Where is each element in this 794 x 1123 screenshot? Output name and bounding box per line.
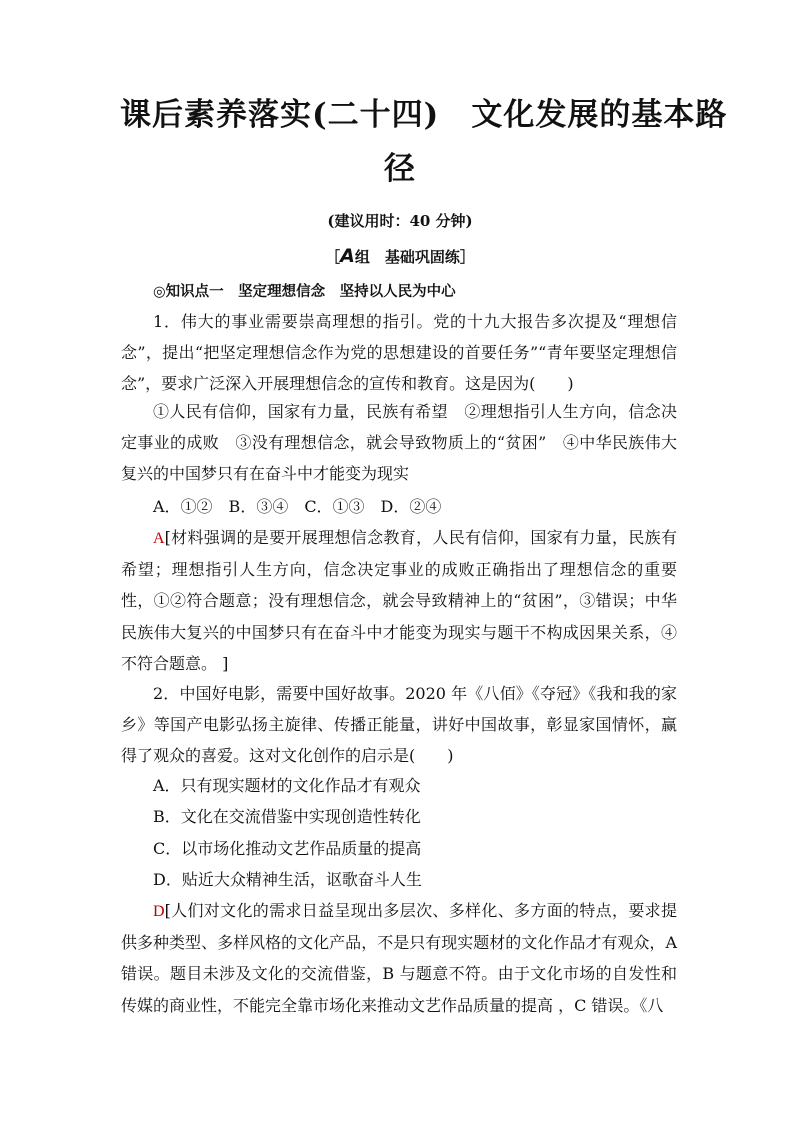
question-1-explanation <box>121 522 677 679</box>
question-2-option-a: A．只有现实题材的文化作品才有观众 <box>153 776 421 795</box>
question-2-option-c: C．以市场化推动文艺作品质量的提高 <box>153 839 422 858</box>
group-heading <box>120 245 680 267</box>
group-open-bracket: ［ <box>325 248 341 266</box>
group-label: 组 基础巩固练 <box>354 248 460 266</box>
question-2-explanation-text: [人们对文化的需求日益呈现出多层次、多样化、多方面的特点，要求提供多种类型、多样风格的文化产品，不是只有现实题材的文化作品才有观众，A 错误。题目未涉及文化的交流借鉴，B 与题意不符。由于文化市场的自发性和传媒的商业性，不能完全靠市场化来推动文艺作品质量的提高 ，C 错误。《八 <box>121 901 677 1015</box>
question-1-options: A．①② B．③④ C．①③ D．②④ <box>153 497 442 516</box>
question-1-stem: 1．伟大的事业需要崇高理想的指引。党的十九大报告多次提及“理想信念”，提出“把坚定理想信念作为党的思想建设的首要任务”“青年要坚定理想信念”，要求广泛深入开展理想信念的宣传和教育。这是因为( ) <box>121 312 677 394</box>
suggested-time: (建议用时：40 分钟) <box>327 212 473 230</box>
group-letter: A <box>340 245 355 267</box>
question-2-answer: D <box>153 903 165 920</box>
group-close-bracket: ］ <box>459 248 475 266</box>
question-1-statements: ①人民有信仰，国家有力量，民族有希望 ②理想指引人生方向，信念决定事业的成败 ③没有理想信念，就会导致物质上的“贫困” ④中华民族伟大复兴的中国梦只有在奋斗中才能变为现实 <box>121 402 677 484</box>
page-title-continued: 径 <box>384 151 416 187</box>
question-2-explanation <box>121 895 677 1021</box>
question-2-option-b: B．文化在交流借鉴中实现创造性转化 <box>153 807 421 826</box>
knowledge-point-heading: ◎知识点一 坚定理想信念 坚持以人民为中心 <box>153 283 456 300</box>
question-2-stem: 2．中国好电影，需要中国好故事。2020 年《八佰》《夺冠》《我和我的家乡》等国产电影弘扬主旋律、传播正能量，讲好中国故事，彰显家国情怀，赢得了观众的喜爱。这对文化创作的启示是( ) <box>121 684 677 766</box>
page-title: 课后素养落实(二十四) 文化发展的基本路 <box>120 97 728 133</box>
question-2-option-d: D．贴近大众精神生活，讴歌奋斗人生 <box>153 870 422 889</box>
question-1-answer: A <box>153 530 165 547</box>
question-1-explanation-text: [材料强调的是要开展理想信念教育，人民有信仰，国家有力量，民族有希望；理想指引人生方向，信念决定事业的成败正确指出了理想信念的重要性，①②符合题意；没有理想信念，就会导致精神上的“贫困”，③错误；中华民族伟大复兴的中国梦只有在奋斗中才能变为现实与题干不构成因果关系，④不符合题意。 ] <box>121 528 677 673</box>
